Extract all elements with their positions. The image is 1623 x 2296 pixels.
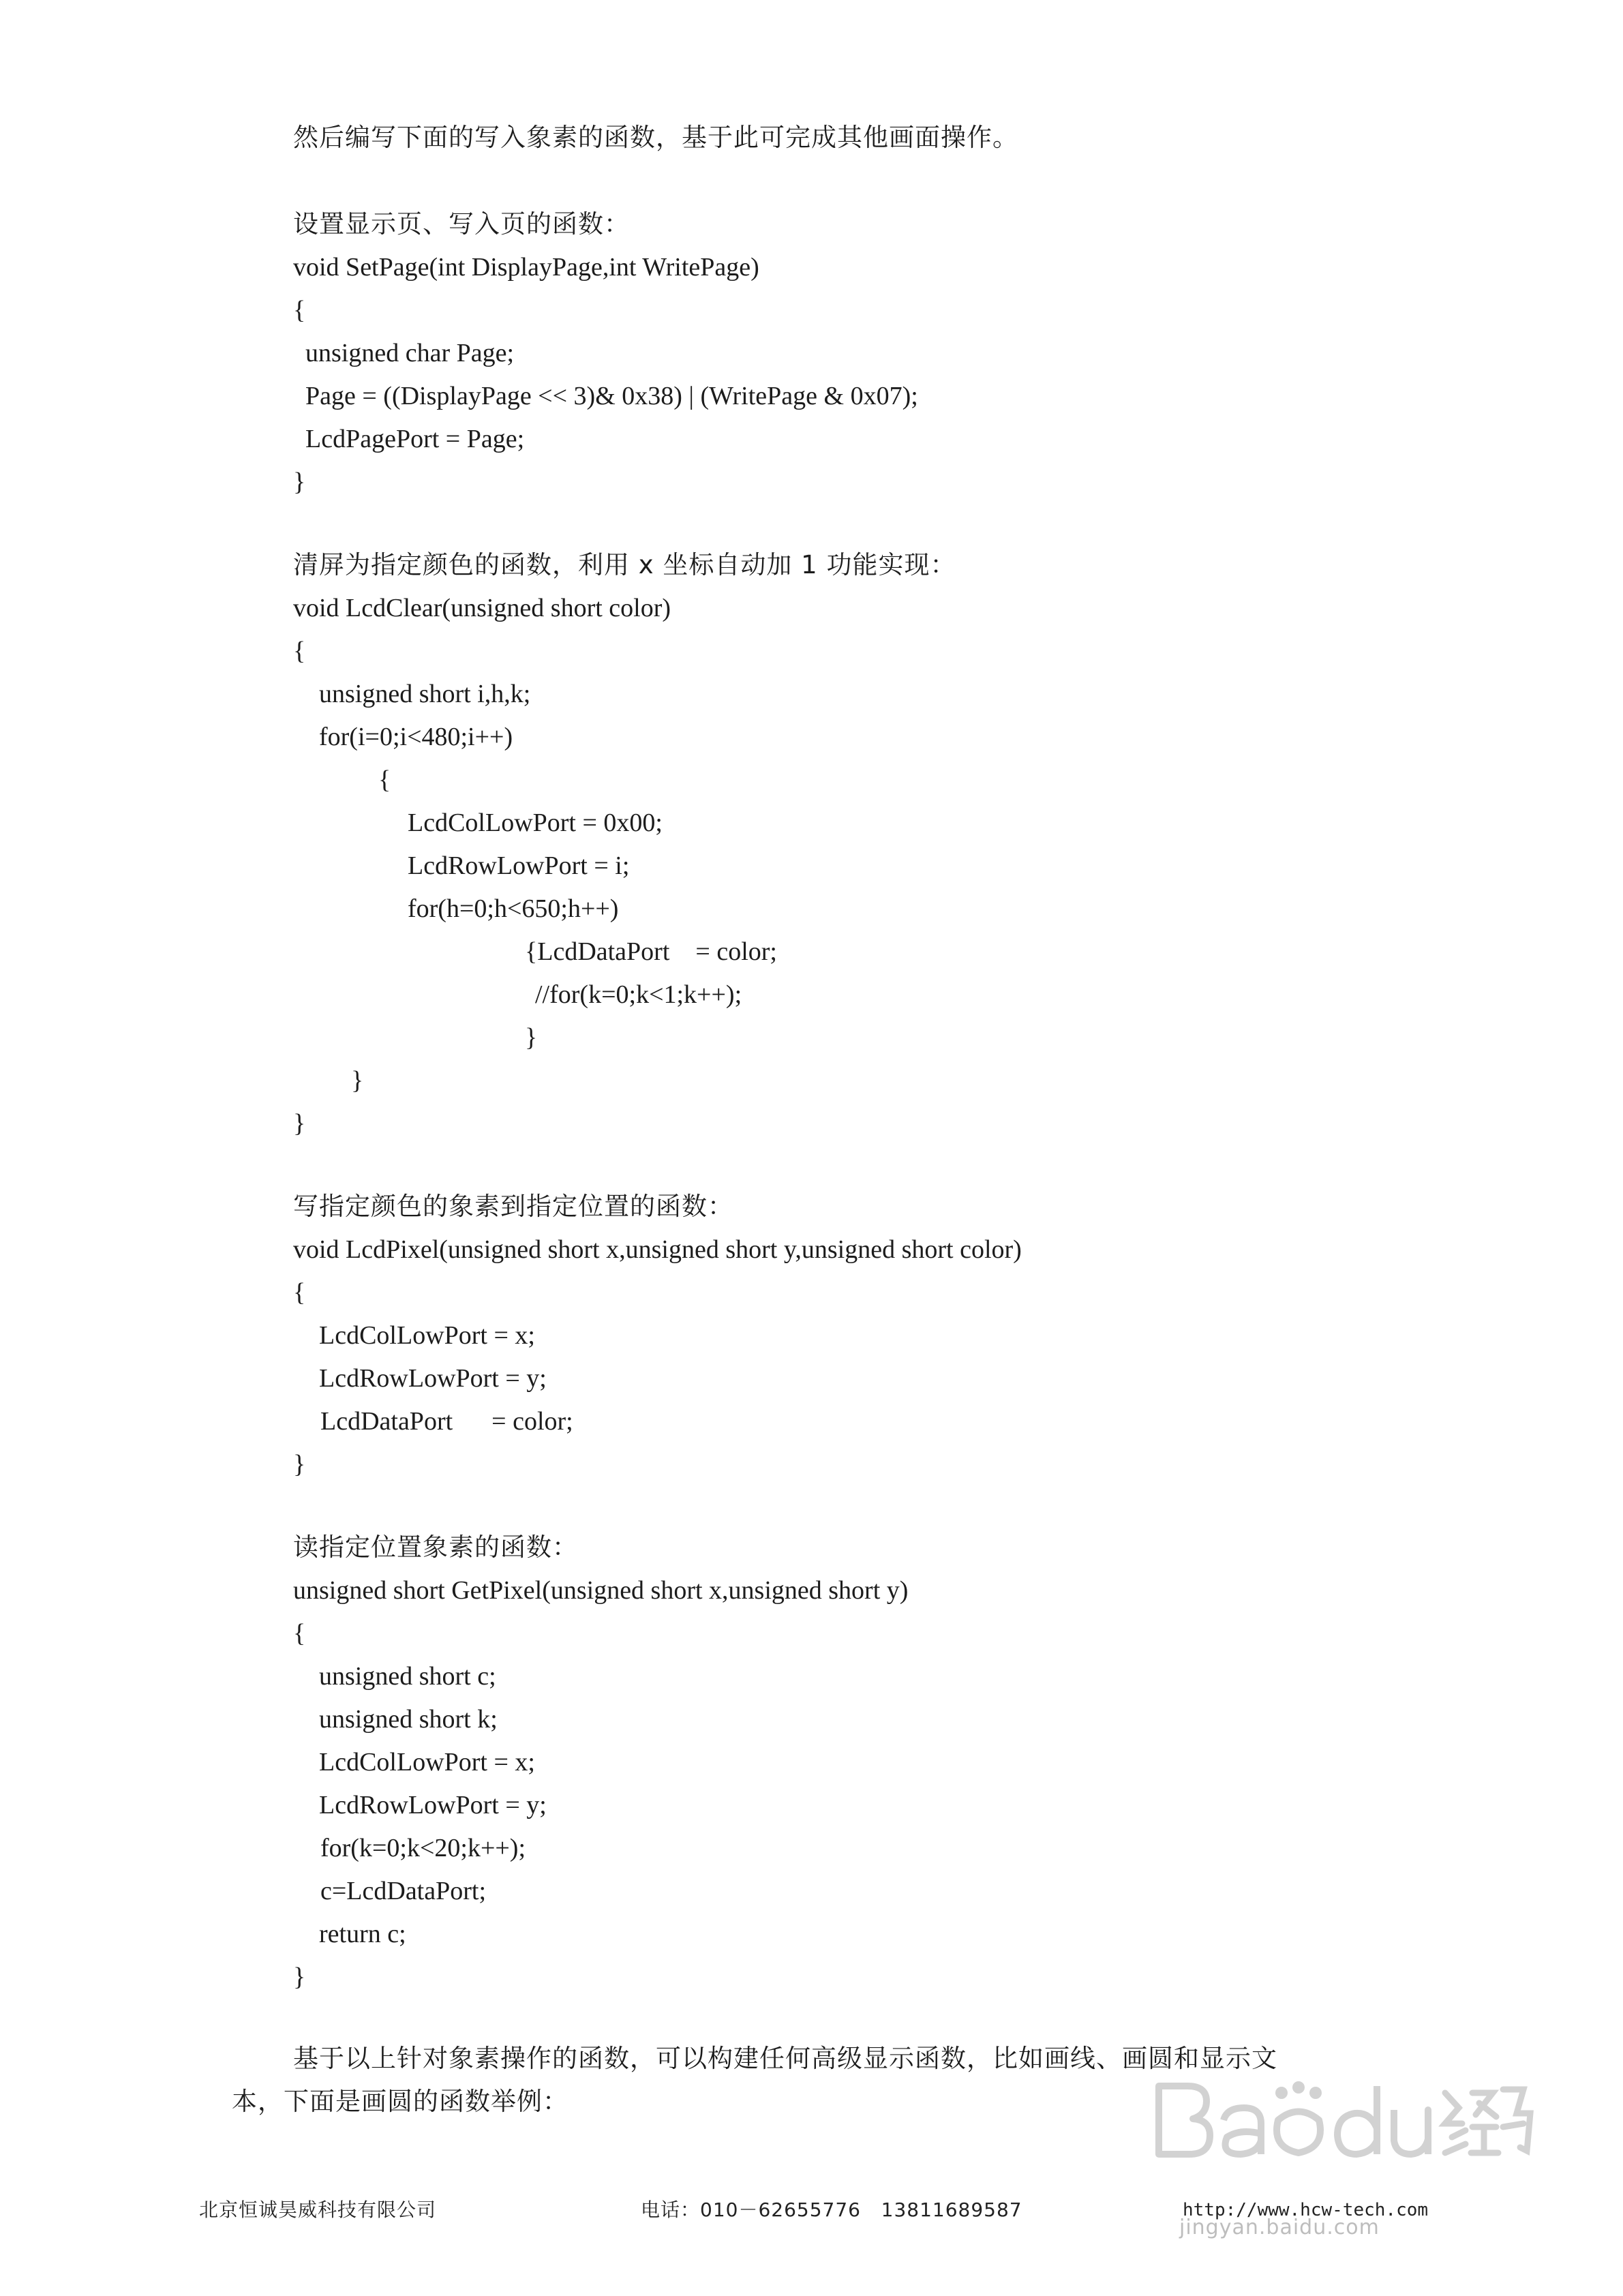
code-line: for(h=0;h<650;h++) xyxy=(408,894,619,923)
section-heading-setpage: 设置显示页、写入页的函数： xyxy=(293,209,630,239)
code-line: void LcdClear(unsigned short color) xyxy=(293,594,671,622)
code-line: LcdDataPort = color; xyxy=(320,1407,573,1436)
code-line: { xyxy=(293,637,306,665)
code-line: LcdPagePort = Page; xyxy=(305,425,525,453)
code-line: } xyxy=(293,1963,306,1991)
code-line: LcdColLowPort = 0x00; xyxy=(408,809,663,837)
closing-paragraph-line-1: 基于以上针对象素操作的函数，可以构建任何高级显示函数，比如画线、画圆和显示文 xyxy=(293,2044,1277,2073)
watermark-url: jingyan.baidu.com xyxy=(1179,2216,1380,2239)
code-line: LcdRowLowPort = i; xyxy=(408,851,630,880)
code-line: unsigned short k; xyxy=(319,1705,498,1734)
code-line: unsigned short c; xyxy=(319,1662,496,1691)
code-line: unsigned char Page; xyxy=(305,339,515,367)
code-line: void SetPage(int DisplayPage,int WritePage) xyxy=(293,253,759,282)
code-line: LcdRowLowPort = y; xyxy=(319,1791,547,1819)
code-line: LcdRowLowPort = y; xyxy=(319,1364,547,1393)
code-line: { xyxy=(378,766,391,794)
footer-phone: 电话：010－62655776 13811689587 xyxy=(641,2199,1022,2221)
code-line: for(k=0;k<20;k++); xyxy=(320,1834,526,1862)
code-line: LcdColLowPort = x; xyxy=(319,1748,535,1777)
code-line: for(i=0;i<480;i++) xyxy=(319,723,513,751)
footer-website: http://www.hcw-tech.com xyxy=(1183,2200,1429,2220)
intro-paragraph: 然后编写下面的写入象素的函数，基于此可完成其他画面操作。 xyxy=(293,123,1018,152)
code-line: } xyxy=(293,1450,306,1479)
baidu-jingyan-watermark-logo xyxy=(1152,2072,1534,2175)
code-line: } xyxy=(293,468,306,496)
code-line: return c; xyxy=(319,1920,406,1948)
code-line: unsigned short i,h,k; xyxy=(319,680,531,708)
code-line: } xyxy=(351,1066,364,1095)
code-line: void LcdPixel(unsigned short x,unsigned short y,unsigned short color) xyxy=(293,1235,1022,1264)
code-line: {LcdDataPort = color; xyxy=(525,937,777,966)
code-line: c=LcdDataPort; xyxy=(320,1877,487,1905)
footer-company: 北京恒诚昊威科技有限公司 xyxy=(199,2199,437,2221)
code-line: LcdColLowPort = x; xyxy=(319,1321,535,1350)
section-heading-lcdpixel: 写指定颜色的象素到指定位置的函数： xyxy=(293,1192,733,1221)
code-line: } xyxy=(293,1109,306,1138)
code-line: unsigned short GetPixel(unsigned short x,unsigned short y) xyxy=(293,1576,909,1605)
code-line: { xyxy=(293,296,306,324)
code-line: //for(k=0;k<1;k++); xyxy=(535,980,742,1009)
code-line: Page = ((DisplayPage << 3)& 0x38) | (WritePage & 0x07); xyxy=(305,382,918,410)
code-line: } xyxy=(525,1023,538,1052)
section-heading-getpixel: 读指定位置象素的函数： xyxy=(293,1532,578,1562)
section-heading-lcdclear: 清屏为指定颜色的函数，利用 x 坐标自动加 1 功能实现： xyxy=(293,550,956,579)
code-line: { xyxy=(293,1619,306,1648)
code-line: { xyxy=(293,1278,306,1307)
closing-paragraph-line-2: 本，下面是画圆的函数举例： xyxy=(232,2087,568,2116)
